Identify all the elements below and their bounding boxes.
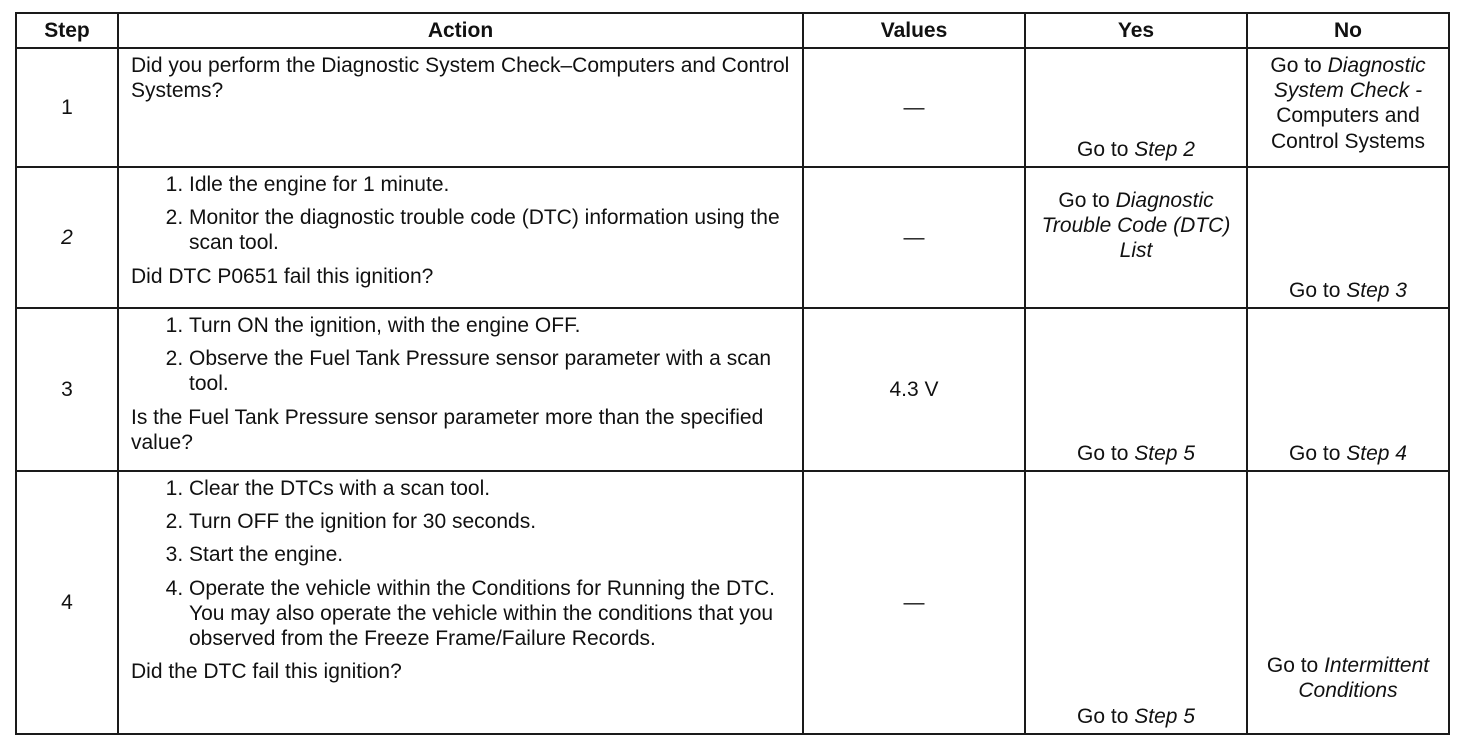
yes-prefix: Go to [1077, 137, 1135, 161]
table-row [16, 471, 1449, 734]
action-cell [118, 48, 803, 167]
diagnostic-table [15, 12, 1450, 735]
yes-instruction [1026, 704, 1246, 729]
action-cell [118, 471, 803, 734]
step-number: 2 [16, 167, 118, 308]
action-item: 4. Operate the vehicle within the Conditions for Running the DTC. You may also operate the vehicle within the conditions that you observed from the Freeze Frame/Failure Records. [189, 576, 794, 652]
no-prefix: Go to [1266, 653, 1325, 677]
no-prefix: Go to [1289, 278, 1347, 302]
step-number: 4 [16, 471, 118, 734]
no-instruction [1248, 441, 1448, 466]
no-link[interactable]: Intermittent Conditions [1298, 653, 1430, 702]
action-item: 1. Turn ON the ignition, with the engine OFF. [189, 313, 794, 338]
no-cell [1247, 471, 1449, 734]
yes-instruction [1026, 441, 1246, 466]
yes-instruction [1026, 168, 1246, 264]
header-no: No [1247, 13, 1449, 48]
yes-prefix: Go to [1058, 189, 1116, 212]
yes-link[interactable]: Diagnostic Trouble Code (DTC) List [1041, 189, 1231, 263]
action-list [131, 313, 794, 397]
action-item: 1. Clear the DTCs with a scan tool. [189, 476, 794, 501]
yes-cell [1025, 167, 1247, 308]
action-list [131, 172, 794, 256]
no-instruction [1248, 278, 1448, 303]
no-link[interactable]: Diagnostic System Check - [1273, 54, 1426, 103]
yes-prefix: Go to [1077, 441, 1135, 465]
table-row [16, 308, 1449, 471]
action-item: 1. Idle the engine for 1 minute. [189, 172, 794, 197]
no-cell [1247, 48, 1449, 167]
header-action: Action [118, 13, 803, 48]
yes-link[interactable]: Step 5 [1134, 441, 1195, 465]
no-instruction [1248, 49, 1448, 154]
action-item: 2. Monitor the diagnostic trouble code (DTC) information using the scan tool. [189, 205, 794, 255]
step-number: 3 [16, 308, 118, 471]
values-cell: 4.3 V [803, 308, 1025, 471]
yes-prefix: Go to [1077, 704, 1135, 728]
yes-link[interactable]: Step 5 [1134, 704, 1195, 728]
table-row [16, 167, 1449, 308]
action-question: Is the Fuel Tank Pressure sensor parameter more than the specified value? [131, 405, 764, 454]
action-question: Did DTC P0651 fail this ignition? [131, 264, 434, 288]
action-item: 2. Turn OFF the ignition for 30 seconds. [189, 509, 794, 534]
no-cell [1247, 308, 1449, 471]
no-instruction [1248, 653, 1448, 703]
values-cell: — [803, 167, 1025, 308]
values-cell: — [803, 471, 1025, 734]
action-item: 2. Observe the Fuel Tank Pressure sensor parameter with a scan tool. [189, 346, 794, 396]
no-suffix: Computers and Control Systems [1270, 104, 1426, 153]
action-list [131, 476, 794, 651]
yes-link[interactable]: Step 2 [1134, 137, 1195, 161]
yes-cell [1025, 308, 1247, 471]
step-number: 1 [16, 48, 118, 167]
action-item: 3. Start the engine. [189, 542, 794, 567]
no-prefix: Go to [1270, 54, 1328, 77]
action-cell [118, 167, 803, 308]
yes-cell [1025, 471, 1247, 734]
no-cell [1247, 167, 1449, 308]
yes-cell [1025, 48, 1247, 167]
values-cell: — [803, 48, 1025, 167]
header-step: Step [16, 13, 118, 48]
yes-instruction [1026, 137, 1246, 162]
action-question: Did the DTC fail this ignition? [131, 660, 402, 684]
no-prefix: Go to [1289, 441, 1347, 465]
action-question: Did you perform the Diagnostic System Check–Computers and Control Systems? [131, 54, 790, 103]
action-cell [118, 308, 803, 471]
header-values: Values [803, 13, 1025, 48]
table-header-row [16, 13, 1449, 48]
table-row [16, 48, 1449, 167]
header-yes: Yes [1025, 13, 1247, 48]
no-link[interactable]: Step 3 [1346, 278, 1407, 302]
no-link[interactable]: Step 4 [1346, 441, 1407, 465]
